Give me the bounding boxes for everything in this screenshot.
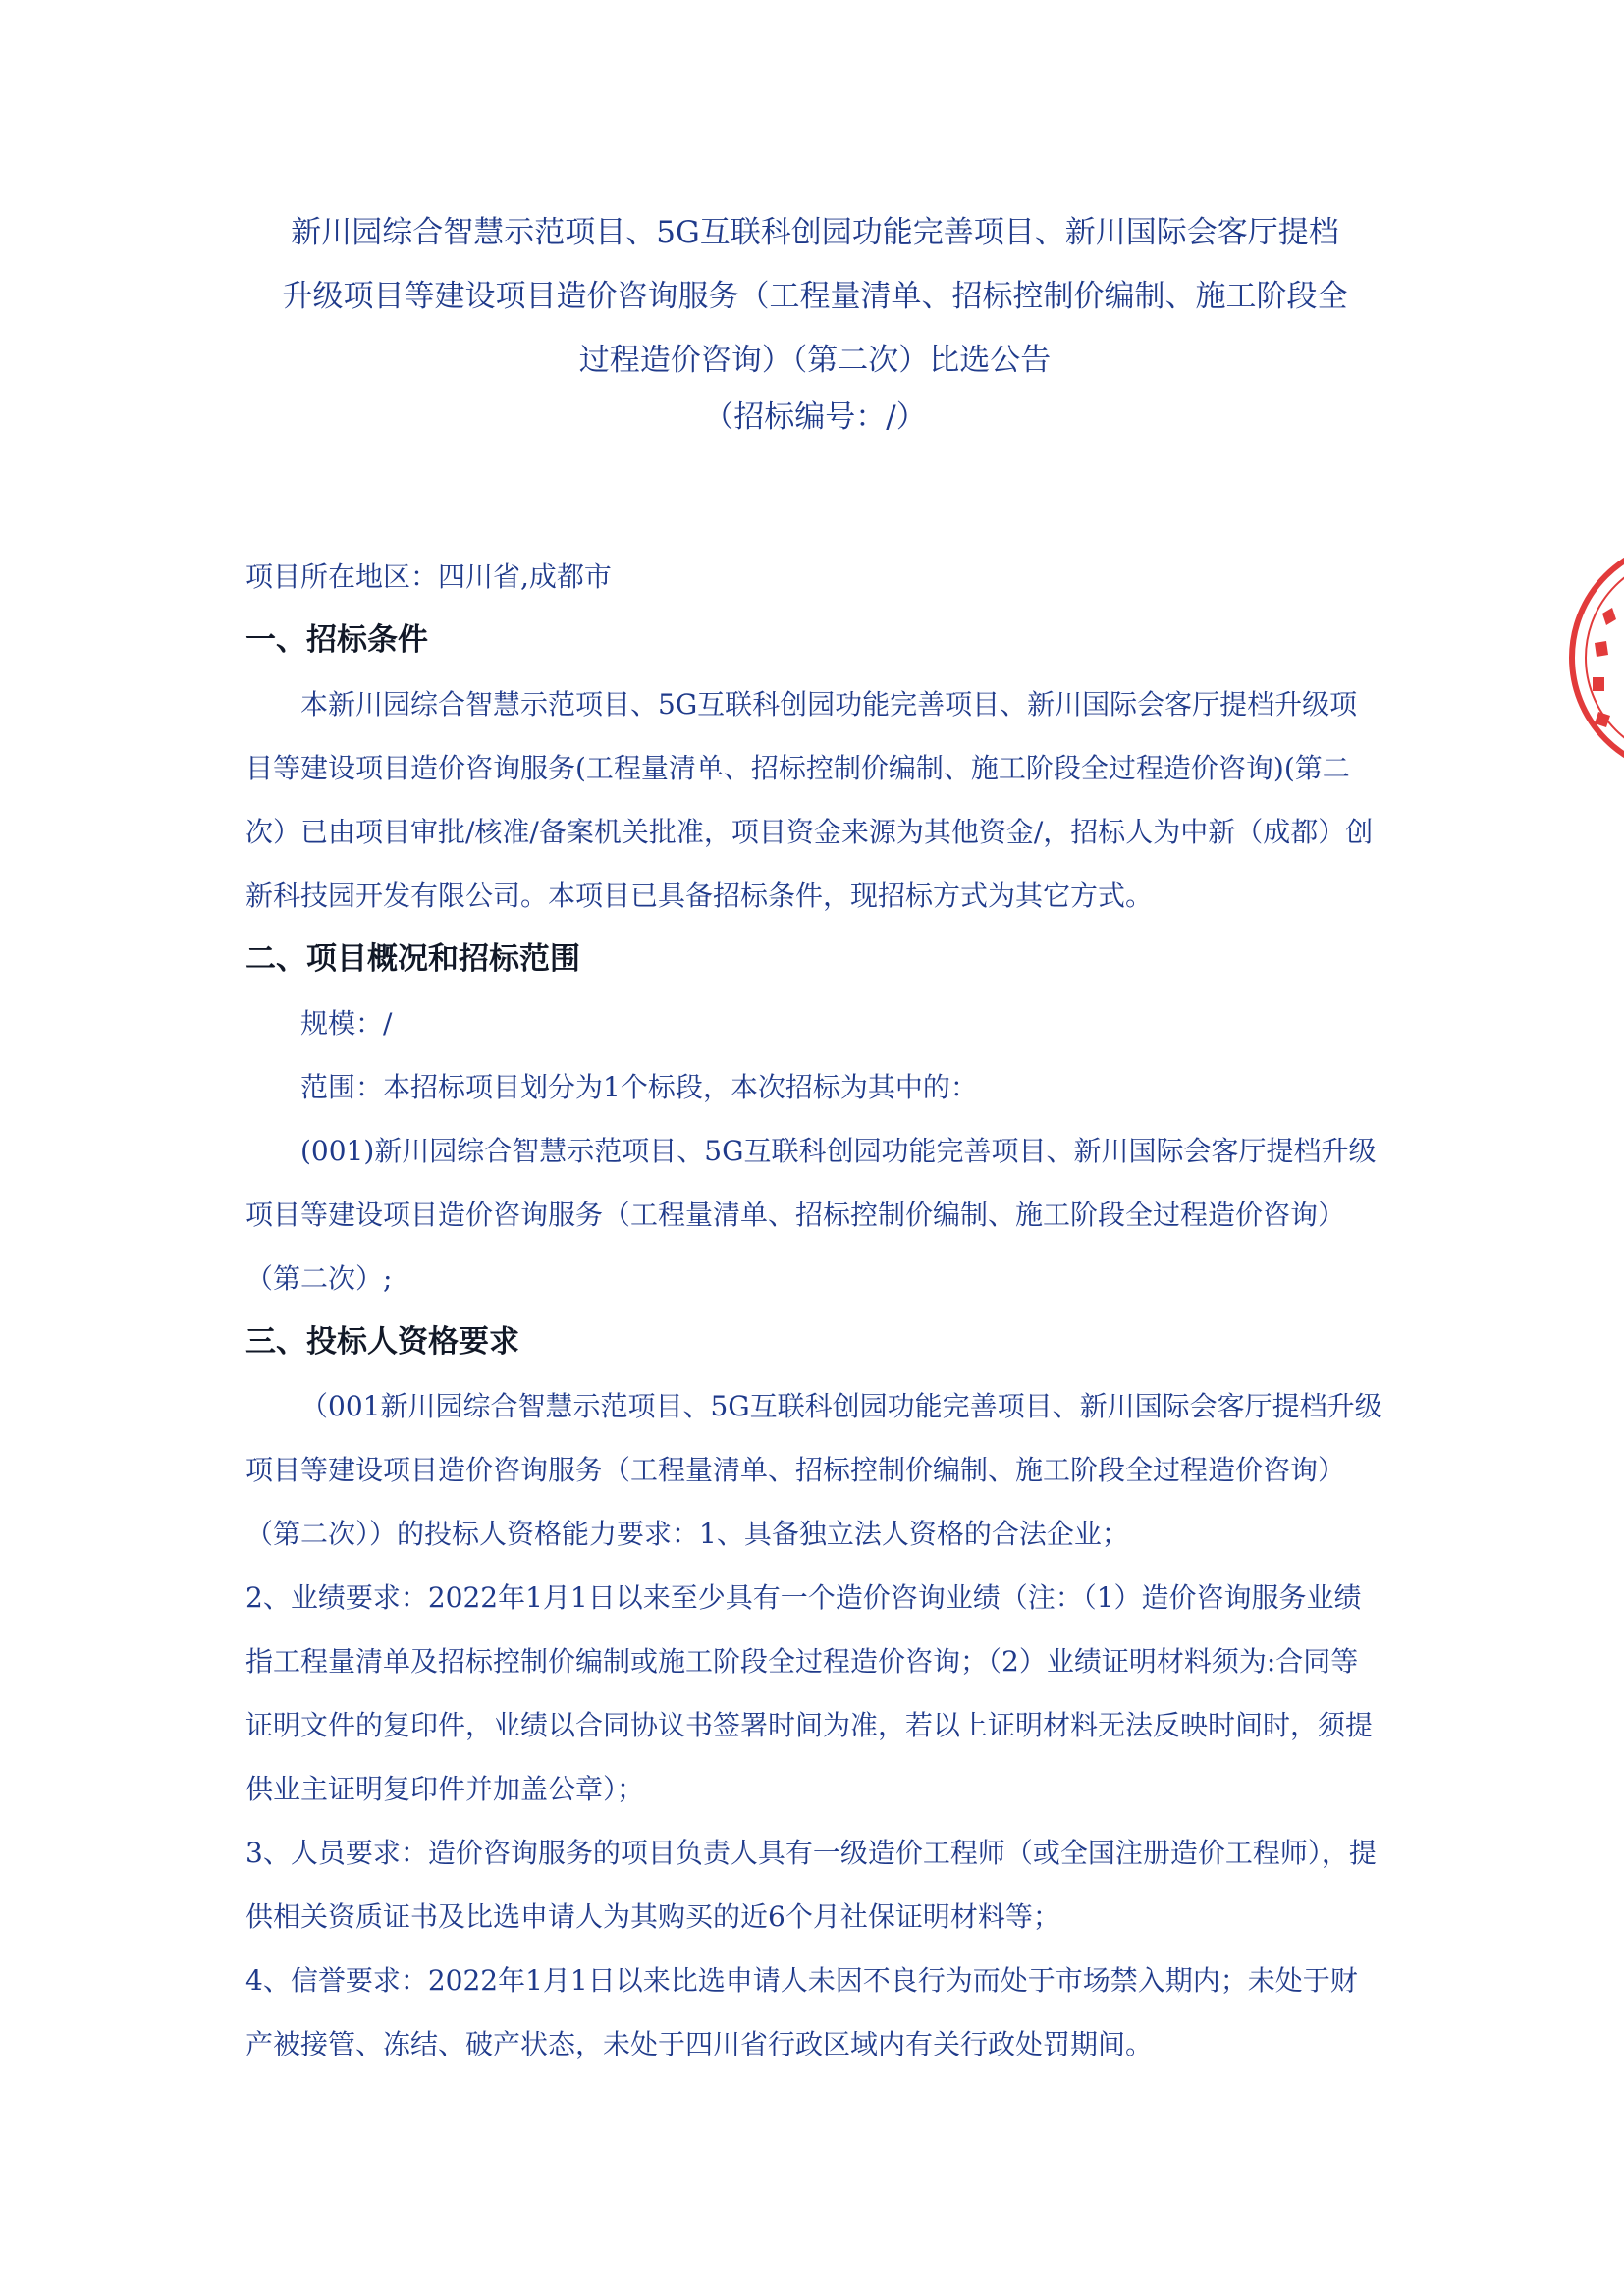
section-3-paragraph-2: 2、业绩要求：2022年1月1日以来至少具有一个造价咨询业绩（注：（1）造价咨询服务业绩指工程量清单及招标控制价编制或施工阶段全过程造价咨询；（2）业绩证明材料须为:合同等证明文件的复印件，业绩以合同协议书签署时间为准，若以上证明材料无法反映时间时，须提供业主证明复印件并加盖公章）； [245, 1581, 1374, 1805]
section-1-paragraph: 本新川园综合智慧示范项目、5G互联科创园功能完善项目、新川国际会客厅提档升级项目等建设项目造价咨询服务(工程量清单、招标控制价编制、施工阶段全过程造价咨询)(第二次）已由项目审批/核准/备案机关批准，项目资金来源为其他资金/，招标人为中新（成都）创新科技园开发有限公司。本项目已具备招标条件，现招标方式为其它方式。 [245, 688, 1374, 912]
document-body [245, 545, 1384, 2076]
title-line-1: 新川园综合智慧示范项目、5G互联科创园功能完善项目、新川国际会客厅提档 [291, 215, 1339, 250]
project-region: 项目所在地区：四川省,成都市 [245, 561, 612, 593]
section-3-paragraph-3: 3、人员要求：造价咨询服务的项目负责人具有一级造价工程师（或全国注册造价工程师），提供相关资质证书及比选申请人为其购买的近6个月社保证明材料等； [245, 1837, 1377, 1933]
section-3-paragraph-4: 4、信誉要求：2022年1月1日以来比选申请人未因不良行为而处于市场禁入期内；未处于财产被接管、冻结、破产状态，未处于四川省行政区域内有关行政处罚期间。 [245, 1964, 1358, 2060]
section-3-paragraph-1: （001新川园综合智慧示范项目、5G互联科创园功能完善项目、新川国际会客厅提档升级项目等建设项目造价咨询服务（工程量清单、招标控制价编制、施工阶段全过程造价咨询）（第二次））的投标人资格能力要求：1、具备独立法人资格的合法企业； [245, 1390, 1382, 1550]
title-line-2: 升级项目等建设项目造价咨询服务（工程量清单、招标控制价编制、施工阶段全 [282, 279, 1348, 314]
section-2-scale: 规模：/ [300, 1007, 393, 1040]
section-2-lot: (001)新川园综合智慧示范项目、5G互联科创园功能完善项目、新川国际会客厅提档升级项目等建设项目造价咨询服务（工程量清单、招标控制价编制、施工阶段全过程造价咨询）（第二次）; [245, 1135, 1377, 1295]
section-2-heading: 二、项目概况和招标范围 [245, 941, 580, 977]
document-title [226, 201, 1404, 393]
section-3-heading: 三、投标人资格要求 [245, 1324, 519, 1360]
section-2-scope: 范围：本招标项目划分为1个标段，本次招标为其中的： [300, 1071, 978, 1103]
title-line-3: 过程造价咨询）（第二次）比选公告 [578, 343, 1052, 378]
section-1-heading: 一、招标条件 [245, 622, 428, 658]
official-seal-icon [1565, 535, 1624, 780]
bid-code: （招标编号：/） [703, 400, 927, 435]
